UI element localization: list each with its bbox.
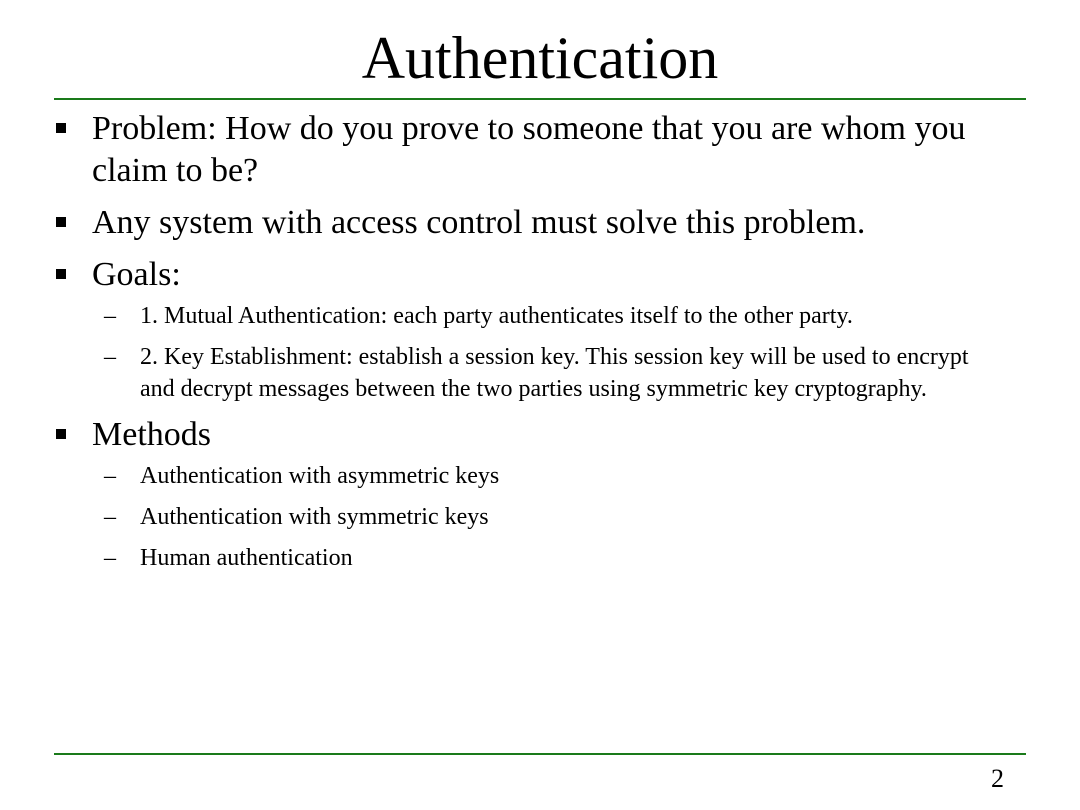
sub-bullet-item bbox=[54, 341, 1034, 405]
square-bullet-icon bbox=[56, 269, 66, 279]
slide-title: Authentication bbox=[361, 25, 719, 91]
sub-bullet-text: Human authentication bbox=[140, 545, 353, 571]
square-bullet-icon bbox=[56, 429, 66, 439]
sub-bullet-item bbox=[54, 501, 1034, 533]
square-bullet-icon bbox=[56, 217, 66, 227]
bullet-item bbox=[54, 254, 1034, 296]
title-divider bbox=[54, 98, 1026, 100]
page-number: 2 bbox=[991, 764, 1004, 793]
sub-bullet-text: Authentication with asymmetric keys bbox=[140, 463, 500, 489]
sub-bullet-text: 2. Key Establishment: establish a session key. This session key will be used to encrypt and decrypt messages between the two parties using symmetric key cryptography. bbox=[140, 344, 969, 402]
square-bullet-icon bbox=[56, 123, 66, 133]
sub-bullet-item bbox=[54, 460, 1034, 492]
footer-divider bbox=[54, 753, 1026, 755]
bullet-text: Goals: bbox=[92, 256, 181, 293]
dash-bullet-icon: – bbox=[104, 463, 116, 489]
dash-bullet-icon: – bbox=[104, 545, 116, 571]
sub-bullet-text: Authentication with symmetric keys bbox=[140, 504, 489, 530]
sub-bullet-item bbox=[54, 542, 1034, 574]
sub-bullet-text: 1. Mutual Authentication: each party authenticates itself to the other party. bbox=[140, 303, 853, 329]
dash-bullet-icon: – bbox=[104, 303, 116, 329]
bullet-text: Methods bbox=[92, 416, 211, 453]
slide-body bbox=[54, 108, 1034, 583]
bullet-text: Problem: How do you prove to someone that you are whom you claim to be? bbox=[92, 110, 966, 189]
bullet-item bbox=[54, 414, 1034, 456]
sub-bullet-list bbox=[54, 300, 1034, 405]
dash-bullet-icon: – bbox=[104, 344, 116, 370]
dash-bullet-icon: – bbox=[104, 504, 116, 530]
sub-bullet-item bbox=[54, 300, 1034, 332]
bullet-item bbox=[54, 202, 1034, 244]
bullet-item bbox=[54, 108, 1034, 192]
bullet-text: Any system with access control must solve this problem. bbox=[92, 204, 866, 241]
sub-bullet-list bbox=[54, 460, 1034, 574]
